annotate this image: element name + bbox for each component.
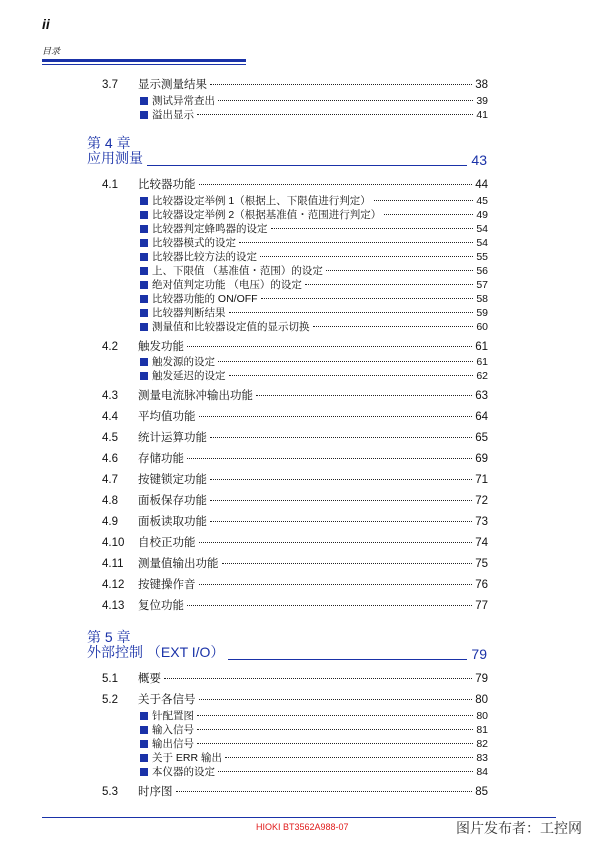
toc-number: 4.6 xyxy=(102,453,118,465)
square-bullet-icon xyxy=(140,97,148,105)
toc-title: 比较器功能 xyxy=(138,179,196,191)
toc-number: 4.8 xyxy=(102,495,118,507)
header-rule-thin xyxy=(42,64,246,65)
dot-leader xyxy=(229,375,474,376)
toc-page: 74 xyxy=(475,537,488,549)
toc-title: 面板读取功能 xyxy=(138,516,207,528)
toc-sub-title: 比较器判断结果 xyxy=(152,307,226,319)
toc-page: 49 xyxy=(476,209,488,221)
toc-entry-4-4[interactable] xyxy=(102,408,488,424)
toc-number: 4.5 xyxy=(102,432,118,444)
toc-sub-title: 比较器比较方法的设定 xyxy=(152,251,257,263)
toc-title: 复位功能 xyxy=(138,600,184,612)
toc-sub-title: 比较器设定举例 1（根据上、下限值进行判定） xyxy=(152,195,371,207)
dot-leader xyxy=(313,326,474,327)
square-bullet-icon xyxy=(140,740,148,748)
header-rule xyxy=(42,59,246,62)
toc-entry-4-8[interactable] xyxy=(102,492,488,508)
dot-leader xyxy=(326,270,473,271)
toc-entry-4-9[interactable] xyxy=(102,513,488,529)
toc-entry-5-3[interactable] xyxy=(102,783,488,799)
toc-entry-4-7[interactable] xyxy=(102,471,488,487)
dot-leader xyxy=(199,699,473,700)
doc-code: HIOKI BT3562A988-07 xyxy=(256,822,349,832)
dot-leader xyxy=(187,458,472,459)
toc-sub-title: 本仪器的设定 xyxy=(152,766,215,778)
toc-number: 4.11 xyxy=(102,558,124,570)
toc-page: 41 xyxy=(476,109,488,121)
toc-page: 80 xyxy=(476,710,488,722)
toc-number: 4.13 xyxy=(102,600,125,612)
toc-page: 60 xyxy=(476,321,488,333)
dot-leader xyxy=(210,84,472,85)
toc-page: 76 xyxy=(475,579,488,591)
toc-sub-title: 溢出显示 xyxy=(152,109,194,121)
toc-page: 77 xyxy=(475,600,488,612)
toc-page: 45 xyxy=(476,195,488,207)
toc-page: 56 xyxy=(476,265,488,277)
toc-entry-4-13[interactable] xyxy=(102,597,488,613)
dot-leader xyxy=(374,200,474,201)
dot-leader xyxy=(197,743,473,744)
dot-leader xyxy=(256,395,472,396)
toc-number: 4.10 xyxy=(102,537,125,549)
toc-page: 61 xyxy=(475,341,488,353)
toc-entry-5-1[interactable] xyxy=(102,670,488,686)
dot-leader xyxy=(199,416,473,417)
toc-page: 38 xyxy=(475,79,488,91)
toc-number: 4.4 xyxy=(102,411,118,423)
toc-number: 5.1 xyxy=(102,673,118,685)
square-bullet-icon xyxy=(140,281,148,289)
toc-entry-4-10[interactable] xyxy=(102,534,488,550)
toc-number: 4.9 xyxy=(102,516,118,528)
toc-page: 72 xyxy=(475,495,488,507)
toc-sub-title: 测试异常查出 xyxy=(152,95,215,107)
toc-sub-title: 上、下限值 （基准值・范围）的设定 xyxy=(152,265,323,277)
dot-leader xyxy=(222,563,473,564)
dot-leader xyxy=(199,184,473,185)
chapter-5-title: 外部控制 （EXT I/O） xyxy=(87,644,225,660)
section-label: 目录 xyxy=(42,46,61,56)
toc-page: 54 xyxy=(476,237,488,249)
toc-sub-title: 关于 ERR 输出 xyxy=(152,752,223,764)
dot-leader xyxy=(187,605,472,606)
toc-entry-4-2[interactable] xyxy=(102,338,488,354)
toc-sub-entry[interactable] xyxy=(140,764,488,780)
dot-leader xyxy=(210,479,472,480)
toc-entry-3-7[interactable] xyxy=(102,76,488,92)
toc-title: 面板保存功能 xyxy=(138,495,207,507)
toc-title: 平均值功能 xyxy=(138,411,196,423)
toc-page: 82 xyxy=(476,738,488,750)
toc-sub-title: 测量值和比较器设定值的显示切换 xyxy=(152,321,310,333)
square-bullet-icon xyxy=(140,754,148,762)
chapter-5-page: 79 xyxy=(471,646,487,662)
toc-page: 65 xyxy=(475,432,488,444)
dot-leader xyxy=(197,114,473,115)
square-bullet-icon xyxy=(140,239,148,247)
toc-entry-4-11[interactable] xyxy=(102,555,488,571)
square-bullet-icon xyxy=(140,323,148,331)
toc-page: 57 xyxy=(476,279,488,291)
dot-leader xyxy=(210,437,472,438)
toc-page: 63 xyxy=(475,390,488,402)
square-bullet-icon xyxy=(140,211,148,219)
toc-title: 自校正功能 xyxy=(138,537,196,549)
dot-leader xyxy=(271,228,474,229)
chapter-4-page: 43 xyxy=(471,152,487,168)
dot-leader xyxy=(164,678,472,679)
toc-entry-4-6[interactable] xyxy=(102,450,488,466)
toc-page: 84 xyxy=(476,766,488,778)
toc-sub-title: 针配置图 xyxy=(152,710,194,722)
toc-number: 4.1 xyxy=(102,179,118,191)
chapter-5-label: 第 5 章 xyxy=(87,629,131,645)
toc-sub-title: 输入信号 xyxy=(152,724,194,736)
dot-leader xyxy=(305,284,473,285)
toc-page: 59 xyxy=(476,307,488,319)
toc-page: 79 xyxy=(475,673,488,685)
toc-number: 4.2 xyxy=(102,341,118,353)
toc-sub-entry[interactable] xyxy=(140,107,488,123)
square-bullet-icon xyxy=(140,712,148,720)
square-bullet-icon xyxy=(140,309,148,317)
chapter-rule xyxy=(147,165,467,166)
square-bullet-icon xyxy=(140,225,148,233)
toc-title: 按键操作音 xyxy=(138,579,196,591)
dot-leader xyxy=(384,214,473,215)
toc-page: 83 xyxy=(476,752,488,764)
toc-sub-title: 绝对值判定功能 （电压）的设定 xyxy=(152,279,302,291)
dot-leader xyxy=(218,771,473,772)
toc-title: 时序图 xyxy=(138,786,173,798)
toc-page: 80 xyxy=(475,694,488,706)
dot-leader xyxy=(199,542,473,543)
toc-title: 按键锁定功能 xyxy=(138,474,207,486)
toc-sub-entry[interactable] xyxy=(140,368,488,384)
dot-leader xyxy=(176,791,473,792)
toc-page: 73 xyxy=(475,516,488,528)
toc-sub-title: 比较器设定举例 2（根据基准值・范围进行判定） xyxy=(152,209,382,221)
toc-sub-title: 输出信号 xyxy=(152,738,194,750)
toc-number: 5.3 xyxy=(102,786,118,798)
chapter-4-title: 应用测量 xyxy=(87,150,143,166)
toc-entry-4-3[interactable] xyxy=(102,387,488,403)
dot-leader xyxy=(199,584,473,585)
dot-leader xyxy=(229,312,474,313)
dot-leader xyxy=(261,298,474,299)
toc-page: 55 xyxy=(476,251,488,263)
chapter-4-label: 第 4 章 xyxy=(87,135,131,151)
square-bullet-icon xyxy=(140,197,148,205)
dot-leader xyxy=(218,100,473,101)
toc-sub-title: 比较器判定蜂鸣器的设定 xyxy=(152,223,268,235)
toc-page: 62 xyxy=(476,370,488,382)
toc-page: 75 xyxy=(475,558,488,570)
toc-entry-4-12[interactable] xyxy=(102,576,488,592)
square-bullet-icon xyxy=(140,111,148,119)
toc-title: 测量电流脉冲输出功能 xyxy=(138,390,253,402)
toc-sub-title: 触发源的设定 xyxy=(152,356,215,368)
toc-page: 54 xyxy=(476,223,488,235)
toc-entry-5-2[interactable] xyxy=(102,691,488,707)
dot-leader xyxy=(197,729,473,730)
chapter-rule xyxy=(228,659,467,660)
toc-page: 44 xyxy=(475,179,488,191)
square-bullet-icon xyxy=(140,358,148,366)
toc-number: 4.3 xyxy=(102,390,118,402)
dot-leader xyxy=(239,242,473,243)
toc-title: 测量值输出功能 xyxy=(138,558,219,570)
toc-title: 显示测量结果 xyxy=(138,79,207,91)
watermark-text: 图片发布者：工控网 xyxy=(456,820,582,836)
chapter-5-title-row[interactable] xyxy=(87,644,487,662)
toc-page: 61 xyxy=(476,356,488,368)
square-bullet-icon xyxy=(140,726,148,734)
page-number: ii xyxy=(42,16,50,32)
chapter-4-title-row[interactable] xyxy=(87,150,487,168)
toc-title: 概要 xyxy=(138,673,161,685)
toc-page: 85 xyxy=(475,786,488,798)
dot-leader xyxy=(210,521,472,522)
toc-title: 存储功能 xyxy=(138,453,184,465)
square-bullet-icon xyxy=(140,267,148,275)
dot-leader xyxy=(210,500,472,501)
toc-page: 81 xyxy=(476,724,488,736)
square-bullet-icon xyxy=(140,768,148,776)
toc-title: 触发功能 xyxy=(138,341,184,353)
toc-entry-4-5[interactable] xyxy=(102,429,488,445)
dot-leader xyxy=(197,715,473,716)
toc-page: 58 xyxy=(476,293,488,305)
toc-page: 69 xyxy=(475,453,488,465)
toc-number: 4.7 xyxy=(102,474,118,486)
dot-leader xyxy=(225,757,473,758)
square-bullet-icon xyxy=(140,372,148,380)
toc-sub-title: 比较器功能的 ON/OFF xyxy=(152,293,258,305)
dot-leader xyxy=(260,256,473,257)
toc-title: 统计运算功能 xyxy=(138,432,207,444)
toc-sub-title: 触发延迟的设定 xyxy=(152,370,226,382)
toc-number: 5.2 xyxy=(102,694,118,706)
toc-page: 39 xyxy=(476,95,488,107)
toc-sub-title: 比较器模式的设定 xyxy=(152,237,236,249)
toc-sub-entry[interactable] xyxy=(140,319,488,335)
dot-leader xyxy=(218,361,473,362)
toc-page: 64 xyxy=(475,411,488,423)
dot-leader xyxy=(187,346,472,347)
toc-page: 71 xyxy=(475,474,488,486)
toc-number: 4.12 xyxy=(102,579,125,591)
toc-number: 3.7 xyxy=(102,79,118,91)
toc-entry-4-1[interactable] xyxy=(102,176,488,192)
square-bullet-icon xyxy=(140,253,148,261)
square-bullet-icon xyxy=(140,295,148,303)
toc-title: 关于各信号 xyxy=(138,694,196,706)
